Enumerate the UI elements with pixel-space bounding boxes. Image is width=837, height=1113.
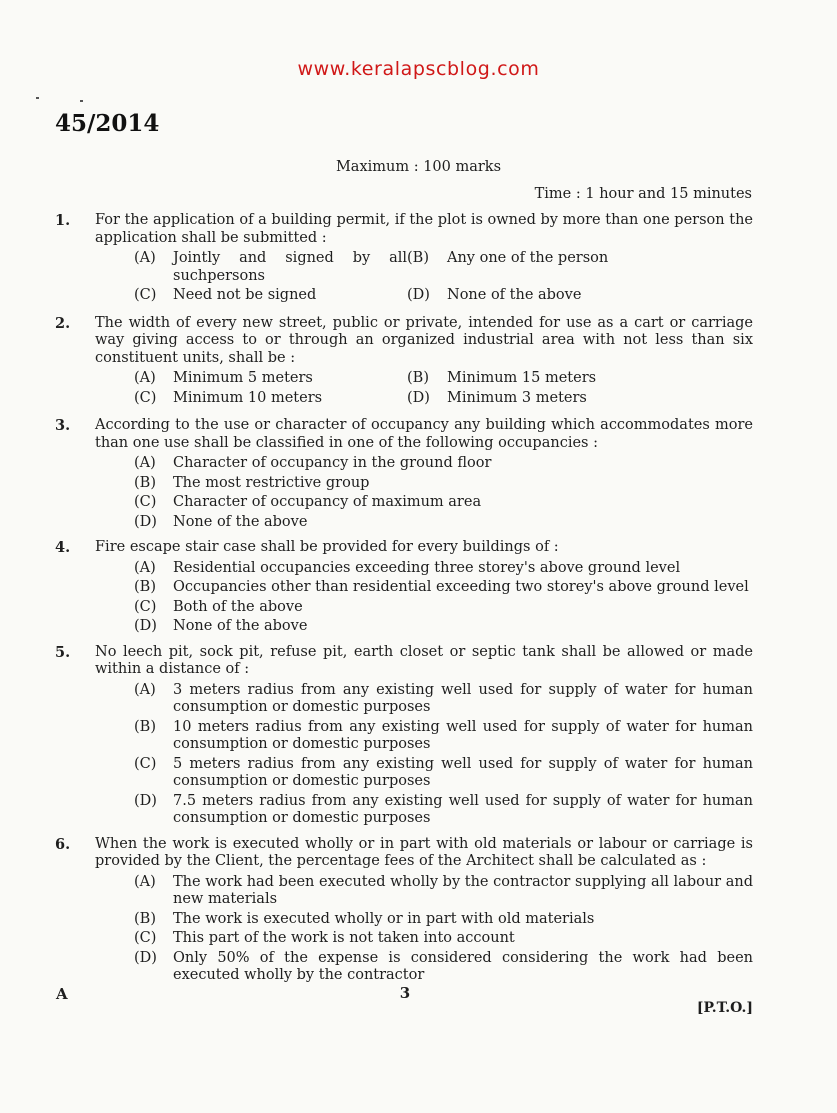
option-c <box>95 599 753 617</box>
question-list <box>55 212 753 993</box>
option-b <box>407 250 753 285</box>
option-label: (B) <box>134 718 156 735</box>
option-text: The work is executed wholly or in part with old materials <box>173 910 595 927</box>
option-label: (B) <box>134 474 156 491</box>
option-a <box>95 682 753 717</box>
option-label: (C) <box>134 598 157 615</box>
please-turn-over: [P.T.O.] <box>696 1000 753 1016</box>
question-4 <box>55 539 753 636</box>
option-c <box>95 494 753 512</box>
option-label: (A) <box>134 455 156 471</box>
option-text: Need not be signed <box>173 287 317 303</box>
page-number: 3 <box>399 984 411 1002</box>
question-text: According to the use or character of occupancy any building which accommodates more than one use shall be classified in one of the following occupancies : <box>95 417 753 451</box>
time-allowed: Time : 1 hour and 15 minutes <box>534 186 752 202</box>
option-text: 3 meters radius from any existing well used for supply of water for human consumption or domestic purposes <box>173 681 753 715</box>
options <box>95 455 753 531</box>
option-c <box>95 287 407 305</box>
option-text: Any one of the person <box>447 250 609 266</box>
option-d <box>95 514 753 532</box>
option-d <box>95 618 753 636</box>
question-number: 3. <box>55 417 71 434</box>
scan-mark <box>80 100 83 102</box>
option-text: Residential occupancies exceeding three storey's above ground level <box>173 559 681 576</box>
option-label: (D) <box>134 513 157 530</box>
options <box>95 682 753 828</box>
option-label: (B) <box>407 250 429 266</box>
option-text: Occupancies other than residential exceeding two storey's above ground level <box>173 579 749 595</box>
question-6 <box>55 836 753 985</box>
option-label: (D) <box>407 287 430 303</box>
option-label: (A) <box>134 559 156 576</box>
option-a <box>95 250 407 285</box>
option-a <box>95 560 753 578</box>
option-label: (C) <box>134 930 157 946</box>
option-label: (C) <box>134 389 157 406</box>
option-label: (C) <box>134 494 157 510</box>
option-d <box>95 793 753 828</box>
option-b <box>95 719 753 754</box>
option-text: Character of occupancy of maximum area <box>173 494 482 510</box>
option-label: (A) <box>134 370 156 386</box>
option-b <box>407 370 753 388</box>
option-text: None of the above <box>173 618 308 634</box>
option-text: 5 meters radius from any existing well used for supply of water for human consumption or domestic purposes <box>173 755 753 789</box>
question-3 <box>55 417 753 531</box>
option-text: 7.5 meters radius from any existing well used for supply of water for human consumption or domestic purposes <box>173 792 753 826</box>
option-a <box>95 455 753 473</box>
option-text: Minimum 5 meters <box>173 370 313 386</box>
option-label: (A) <box>134 873 156 890</box>
option-label: (B) <box>407 370 429 386</box>
option-a <box>95 370 407 388</box>
option-label: (A) <box>134 681 156 698</box>
question-number: 2. <box>55 314 71 332</box>
question-text: Fire escape stair case shall be provided for every buildings of : <box>95 539 559 555</box>
option-text: None of the above <box>173 513 308 530</box>
maximum-marks: Maximum : 100 marks <box>335 159 502 175</box>
question-number: 1. <box>55 212 71 229</box>
option-text: Both of the above <box>173 598 303 615</box>
option-label: (B) <box>134 910 156 927</box>
option-text: Minimum 10 meters <box>173 389 323 406</box>
options <box>95 560 753 636</box>
paper-code: 45/2014 <box>55 110 160 137</box>
option-b <box>95 475 753 493</box>
option-text: This part of the work is not taken into account <box>173 930 515 946</box>
scan-mark <box>36 97 39 99</box>
options <box>95 370 753 409</box>
option-d <box>95 950 753 985</box>
option-c <box>95 930 753 948</box>
option-text: Only 50% of the expense is considered considering the work had been executed wholly by the contractor <box>173 949 753 983</box>
option-b <box>95 911 753 929</box>
option-text: The work had been executed wholly by the contractor supplying all labour and new materials <box>173 873 753 907</box>
series-code: A <box>56 985 68 1003</box>
watermark-url[interactable]: www.keralapscblog.com <box>297 58 540 80</box>
option-text: 10 meters radius from any existing well used for supply of water for human consumption or domestic purposes <box>173 718 753 752</box>
option-text: Jointly and signed by all suchpersons <box>173 250 407 284</box>
option-text: The most restrictive group <box>173 474 370 491</box>
question-2 <box>55 315 753 410</box>
option-label: (D) <box>134 618 157 634</box>
option-b <box>95 579 753 597</box>
option-a <box>95 874 753 909</box>
option-text: Minimum 3 meters <box>447 389 587 406</box>
option-label: (C) <box>134 287 157 303</box>
option-label: (C) <box>134 755 157 772</box>
option-d <box>407 287 753 305</box>
option-label: (D) <box>134 792 157 809</box>
option-label: (D) <box>407 389 430 406</box>
option-d <box>407 390 753 408</box>
question-text: No leech pit, sock pit, refuse pit, earth closet or septic tank shall be allowed or made within a distance of : <box>95 643 753 677</box>
question-text: The width of every new street, public or private, intended for use as a cart or carriage way giving access to or through an organized industrial area with not less than six constituent units, shall be : <box>95 314 753 366</box>
options <box>95 250 753 307</box>
option-text: None of the above <box>447 287 582 303</box>
question-number: 5. <box>55 643 71 661</box>
question-5 <box>55 644 753 828</box>
option-label: (B) <box>134 579 156 595</box>
option-c <box>95 756 753 791</box>
option-text: Minimum 15 meters <box>447 370 597 386</box>
option-text: Character of occupancy in the ground floor <box>173 455 492 471</box>
option-label: (D) <box>134 949 157 966</box>
question-text: When the work is executed wholly or in part with old materials or labour or carriage is provided by the Client, the percentage fees of the Architect shall be calculated as : <box>95 835 753 869</box>
question-text: For the application of a building permit, if the plot is owned by more than one person the application shall be submitted : <box>95 212 753 246</box>
question-number: 6. <box>55 835 71 853</box>
question-number: 4. <box>55 539 71 556</box>
option-c <box>95 390 407 408</box>
question-1 <box>55 212 753 307</box>
option-label: (A) <box>134 250 156 266</box>
options <box>95 874 753 985</box>
